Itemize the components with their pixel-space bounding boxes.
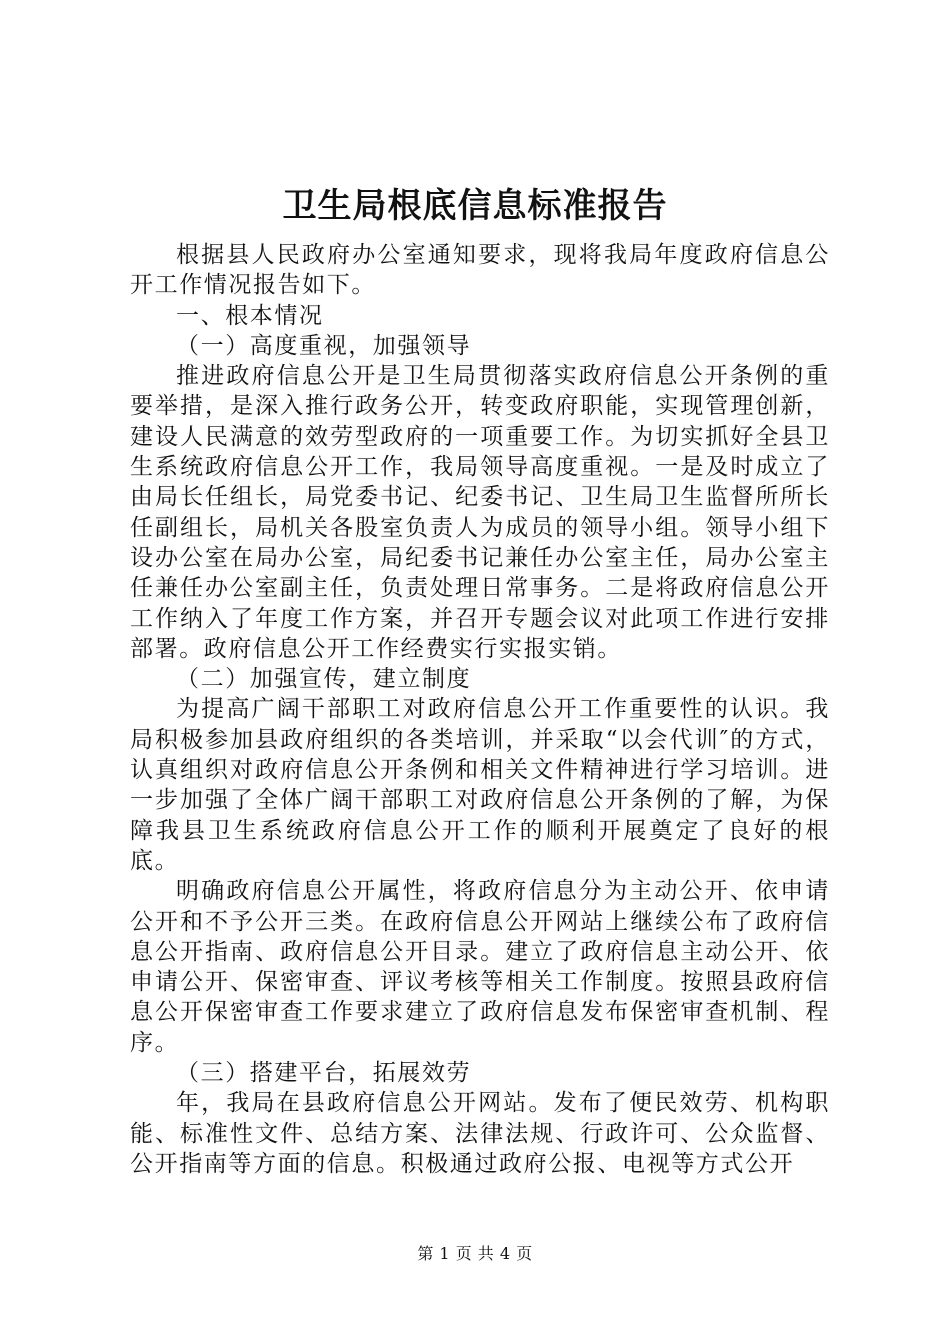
paragraph-leadership: 推进政府信息公开是卫生局贯彻落实政府信息公开条例的重要举措，是深入推行政务公开，转变政府职能，实现管理创新，建设人民满意的效劳型政府的一项重要工作。为切实抓好全县卫生系统政府信息公开工作，我局领导高度重视。一是及时成立了由局长任组长，局党委书记、纪委书记、卫生局卫生监督所所长任副组长，局机关各股室负责人为成员的领导小组。领导小组下设办公室在局办公室，局纪委书记兼任办公室主任，局办公室主任兼任办公室副主任，负责处理日常事务。二是将政府信息公开工作纳入了年度工作方案，并召开专题会议对此项工作进行安排部署。政府信息公开工作经费实行实报实销。 <box>130 363 830 662</box>
subsection-heading-2: （二）加强宣传，建立制度 <box>176 666 472 693</box>
paragraph-system: 明确政府信息公开属性，将政府信息分为主动公开、依申请公开和不予公开三类。在政府信息公开网站上继续公布了政府信息公开指南、政府信息公开目录。建立了政府信息主动公开、依申请公开、保密审查、评议考核等相关工作制度。按照县政府信息公开保密审查工作要求建立了政府信息发布保密审查机制、程序。 <box>130 878 830 1056</box>
document-title: 卫生局根底信息标准报告 <box>282 186 668 226</box>
subsection-heading-3: （三）搭建平台，拓展效劳 <box>176 1060 472 1087</box>
subsection-heading-1: （一）高度重视，加强领导 <box>176 332 472 359</box>
page-footer: 第 1 页 共 4 页 <box>417 1244 533 1263</box>
paragraph-platform: 年，我局在县政府信息公开网站。发布了便民效劳、机构职能、标准性文件、总结方案、法律法规、行政许可、公众监督、公开指南等方面的信息。积极通过政府公报、电视等方式公开 <box>130 1090 830 1177</box>
paragraph-publicity: 为提高广阔干部职工对政府信息公开工作重要性的认识。我局积极参加县政府组织的各类培训，并采取“以会代训″的方式，认真组织对政府信息公开条例和相关文件精神进行学习培训。进一步加强了全体广阔干部职工对政府信息公开条例的了解，为保障我县卫生系统政府信息公开工作的顺利开展奠定了良好的根底。 <box>130 696 830 874</box>
section-heading-basic: 一、根本情况 <box>176 302 324 329</box>
document-body <box>130 240 830 1179</box>
paragraph-intro: 根据县人民政府办公室通知要求，现将我局年度政府信息公开工作情况报告如下。 <box>130 242 830 299</box>
